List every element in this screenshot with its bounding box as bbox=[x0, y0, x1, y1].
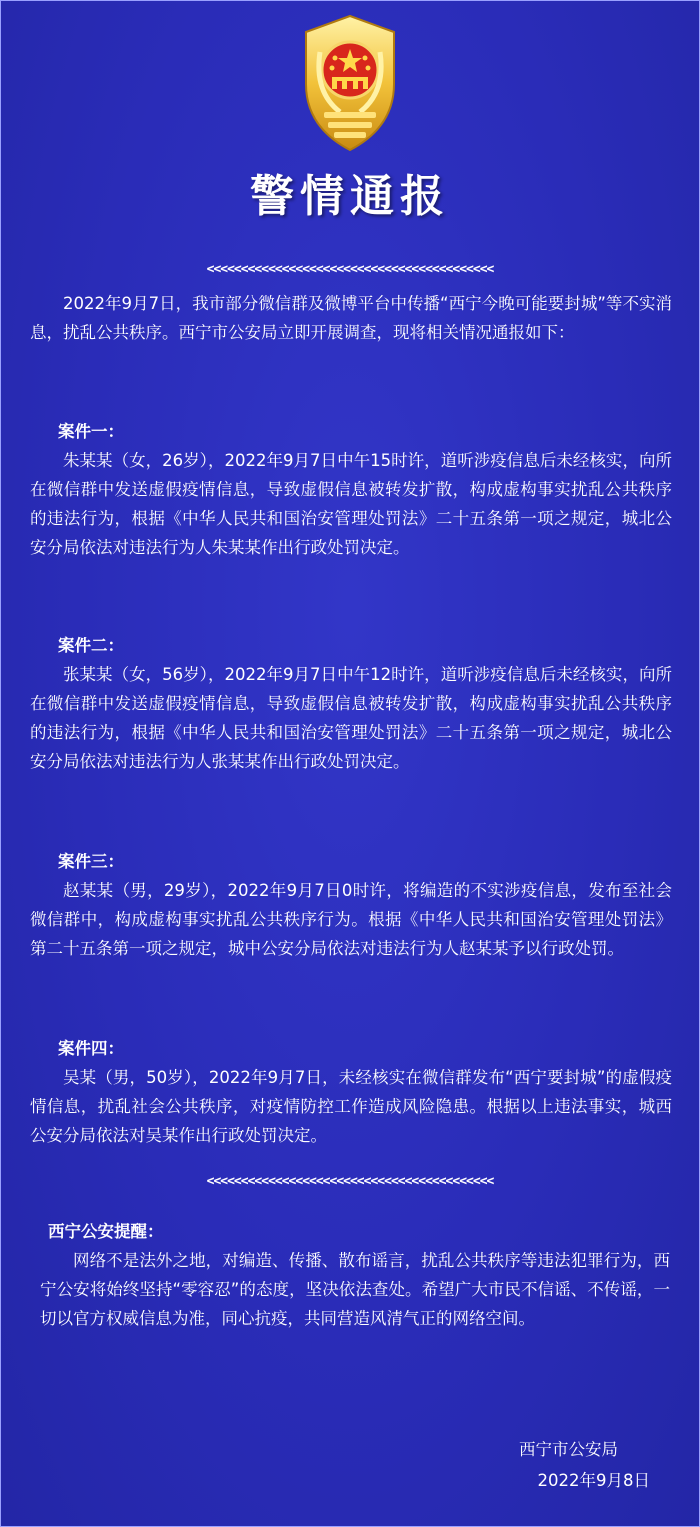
case-4-heading: 案件四： bbox=[58, 1039, 124, 1058]
intro-paragraph bbox=[30, 289, 672, 347]
page-title: 警情通报 bbox=[250, 171, 450, 222]
case-1-body: 朱某某（女，26岁），2022年9月7日中午15时许，道听涉疫信息后未经核实，向所在微信群中发送虚假疫情信息，导致虚假信息被转发扩散，构成虚构事实扰乱公共秩序的违法行为，根据《中华人民共和国治安管理处罚法》二十五条第一项之规定，城北公安分局依法对违法行为人朱某某作出行政处罚决定。 bbox=[30, 451, 672, 557]
divider-top: <<<<<<<<<<<<<<<<<<<<<<<<<<<<<<<<<<<<<<<<<< bbox=[206, 262, 494, 277]
case-3-body: 赵某某（男，29岁），2022年9月7日0时许，将编造的不实涉疫信息，发布至社会微信群中，构成虚构事实扰乱公共秩序行为。根据《中华人民共和国治安管理处罚法》第二十五条第一项之规定，城中公安分局依法对违法行为人赵某某予以行政处罚。 bbox=[30, 881, 672, 958]
case-1-section bbox=[30, 446, 672, 562]
case-3-section bbox=[30, 876, 672, 963]
case-4-section bbox=[30, 1063, 672, 1150]
issue-date: 2022年9月8日 bbox=[537, 1471, 650, 1490]
reminder-heading: 西宁公安提醒： bbox=[48, 1222, 164, 1241]
police-emblem-icon bbox=[290, 12, 410, 162]
case-2-body: 张某某（女，56岁），2022年9月7日中午12时许，道听涉疫信息后未经核实，向所在微信群中发送虚假疫情信息，导致虚假信息被转发扩散，构成虚构事实扰乱公共秩序的违法行为，根据《中华人民共和国治安管理处罚法》二十五条第一项之规定，城北公安分局依法对违法行为人张某某作出行政处罚决定。 bbox=[30, 665, 672, 771]
case-4-body: 吴某（男，50岁），2022年9月7日，未经核实在微信群发布“西宁要封城”的虚假疫情信息，扰乱社会公共秩序，对疫情防控工作造成风险隐患。根据以上违法事实，城西公安分局依法对吴某作出行政处罚决定。 bbox=[30, 1068, 672, 1145]
signer: 西宁市公安局 bbox=[519, 1440, 618, 1459]
case-2-section bbox=[30, 660, 672, 776]
intro-text: 2022年9月7日，我市部分微信群及微博平台中传播“西宁今晚可能要封城”等不实消息，扰乱公共秩序。西宁市公安局立即开展调查，现将相关情况通报如下： bbox=[30, 294, 672, 342]
case-3-heading: 案件三： bbox=[58, 852, 124, 871]
reminder-body: 网络不是法外之地，对编造、传播、散布谣言，扰乱公共秩序等违法犯罪行为，西宁公安将始终坚持“零容忍”的态度，坚决依法查处。希望广大市民不信谣、不传谣，一切以官方权威信息为准，同心抗疫，共同营造风清气正的网络空间。 bbox=[40, 1251, 670, 1328]
case-1-heading: 案件一： bbox=[58, 422, 124, 441]
reminder-section bbox=[40, 1246, 670, 1333]
case-2-heading: 案件二： bbox=[58, 636, 124, 655]
divider-bottom: <<<<<<<<<<<<<<<<<<<<<<<<<<<<<<<<<<<<<<<<<< bbox=[206, 1174, 494, 1189]
